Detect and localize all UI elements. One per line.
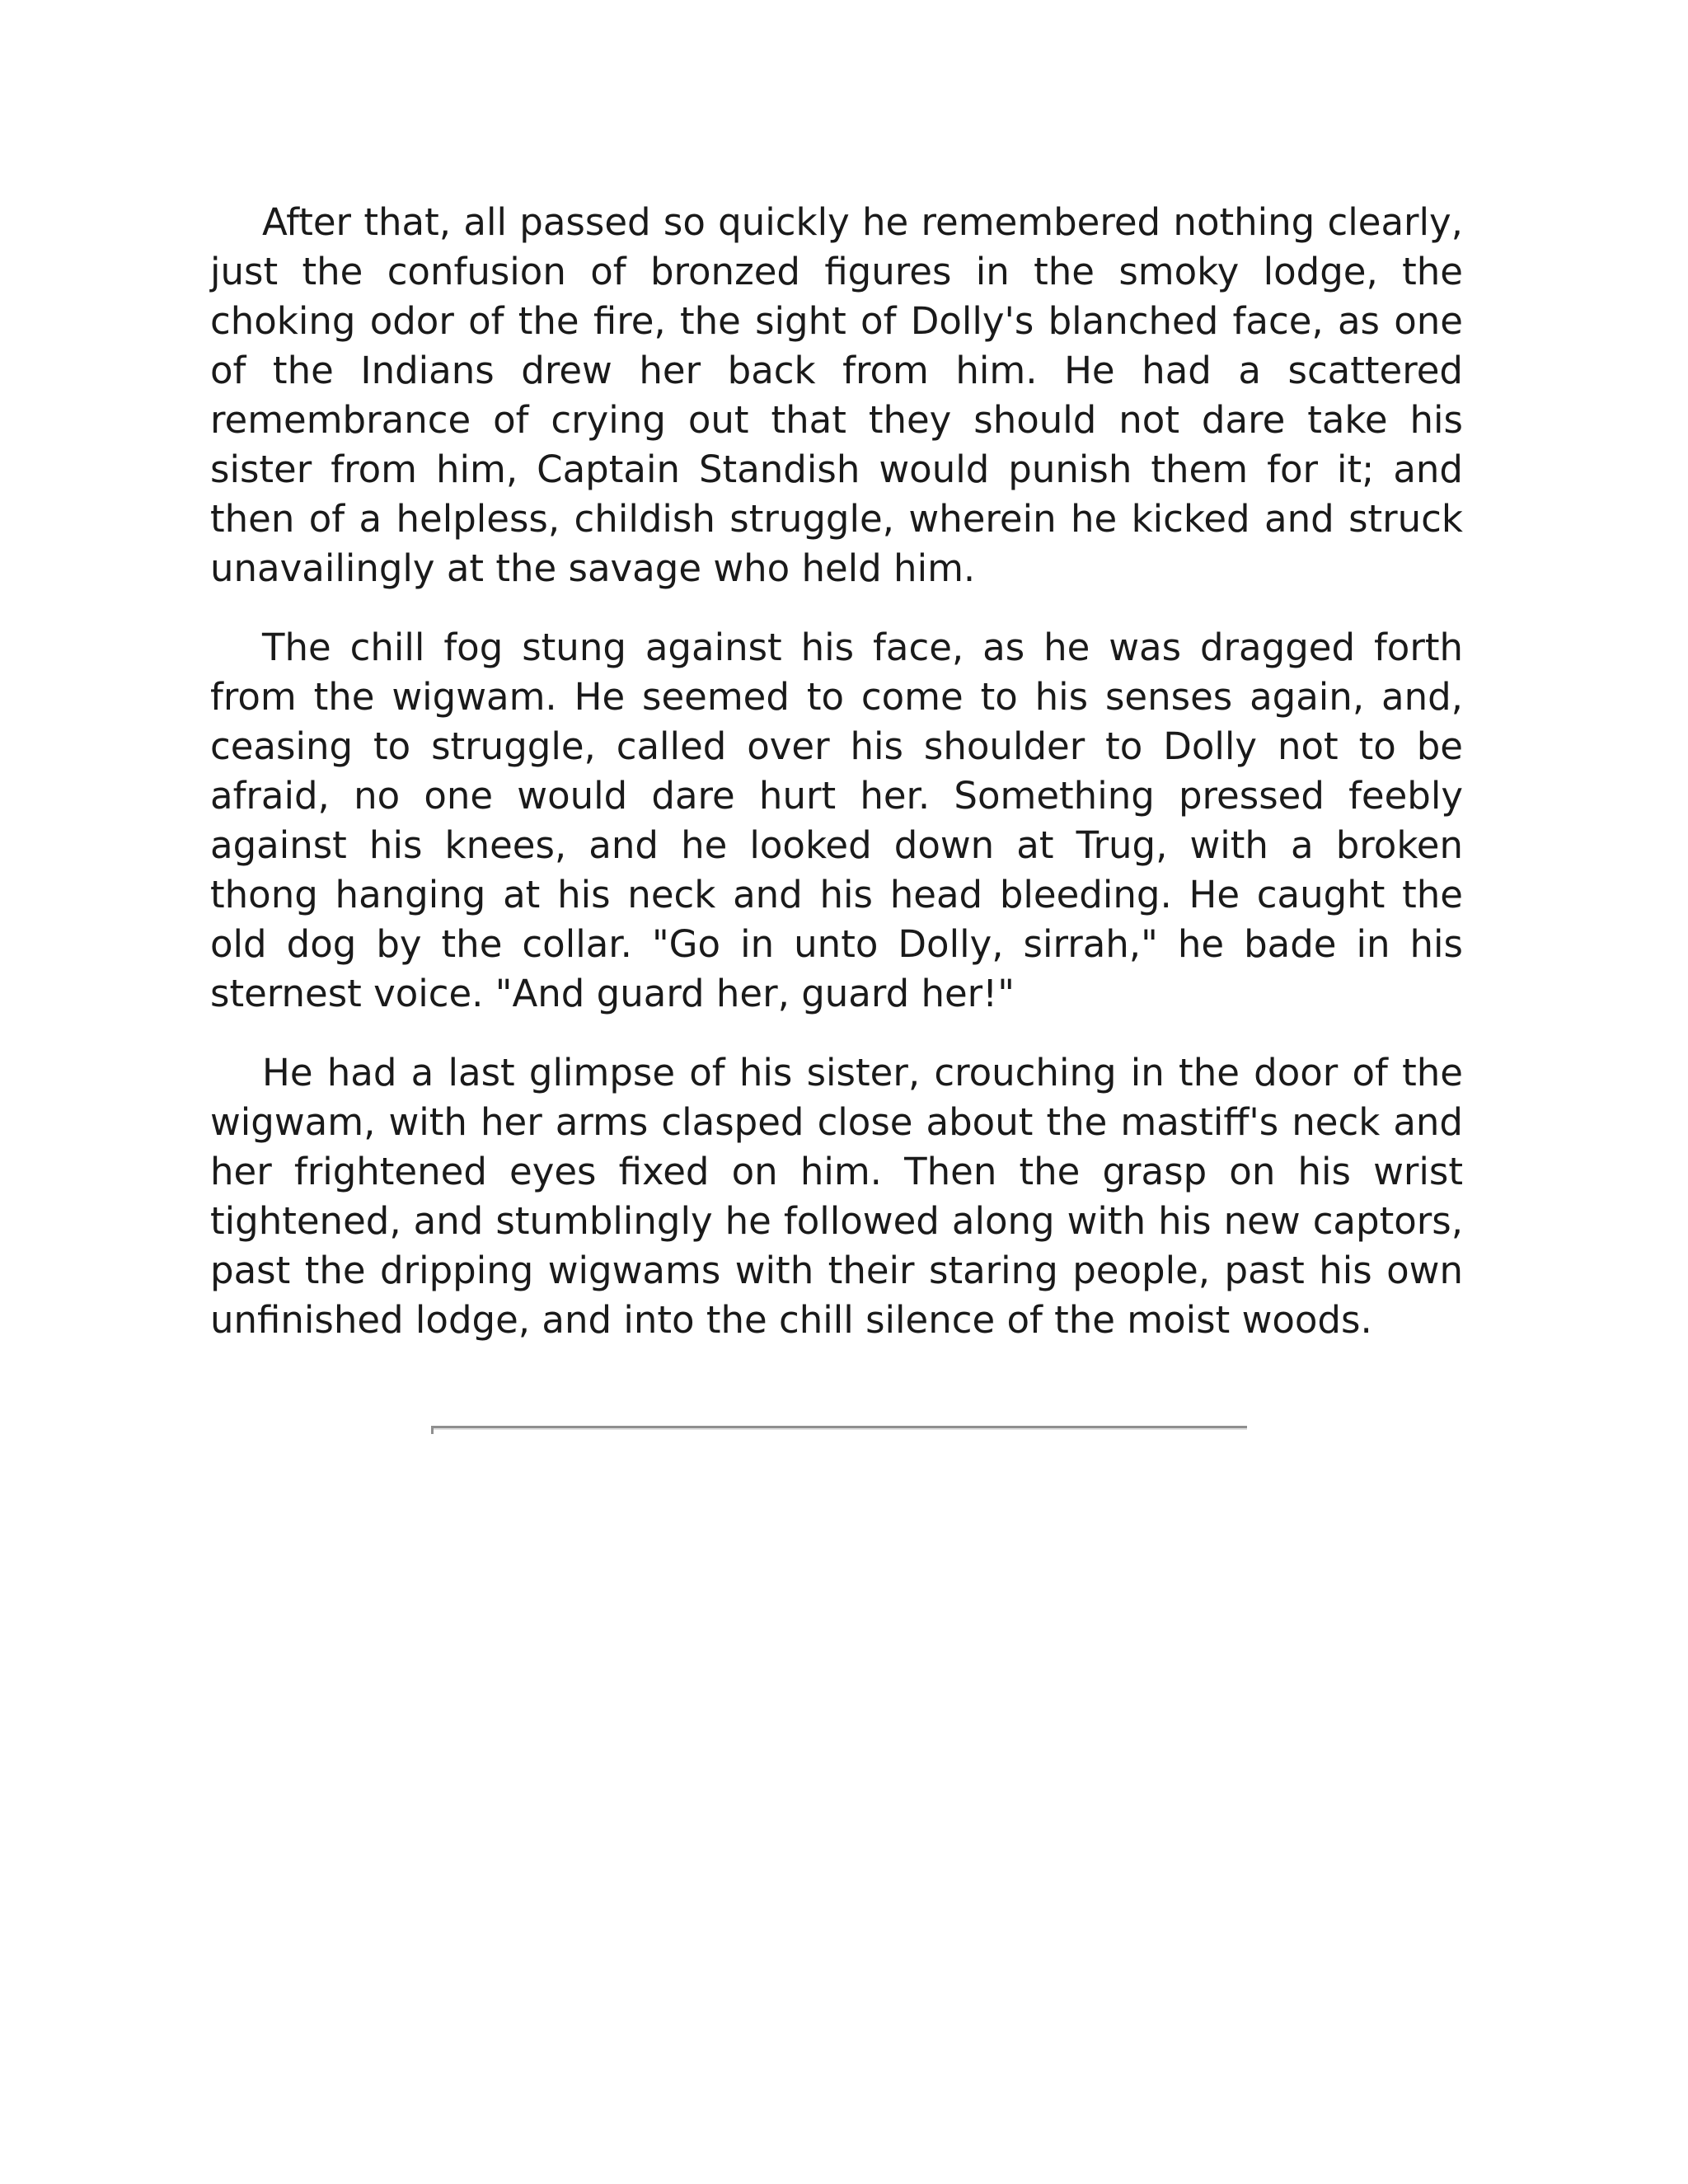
horizontal-rule — [431, 1426, 1247, 1430]
horizontal-rule-tick — [431, 1426, 434, 1434]
paragraph-2: The chill fog stung against his face, as he was dragged forth from the wigwam. He seemed to come to his senses again, and, ceasing to struggle, called over his shoulder to Dolly not to be afraid, no one would dare hurt her. Something pressed feebly against his knees, and he looked down at Trug, with a broken thong hanging at his neck and his head bleeding. He caught the old dog by the collar. "Go in unto Dolly, sirrah," he bade in his sternest voice. "And guard her, guard her!" — [210, 626, 1463, 1015]
paragraph-3: He had a last glimpse of his sister, crouching in the door of the wigwam, with her arms clasped close about the mastiff's neck and her frightened eyes fixed on him. Then the grasp on his wrist tightened, and stumblingly he followed along with his new captors, past the dripping wigwams with their staring people, past his own unfinished lodge, and into the chill silence of the moist woods. — [210, 1051, 1463, 1342]
body-text — [210, 198, 1463, 1375]
paragraph-1: After that, all passed so quickly he remembered nothing clearly, just the confusion of bronzed figures in the smoky lodge, the choking odor of the fire, the sight of Dolly's blanched face, as one of the Indians drew her back from him. He had a scattered remembrance of crying out that they should not dare take his sister from him, Captain Standish would punish them for it; and then of a helpless, childish struggle, wherein he kicked and struck unavailingly at the savage who held him. — [210, 200, 1463, 590]
